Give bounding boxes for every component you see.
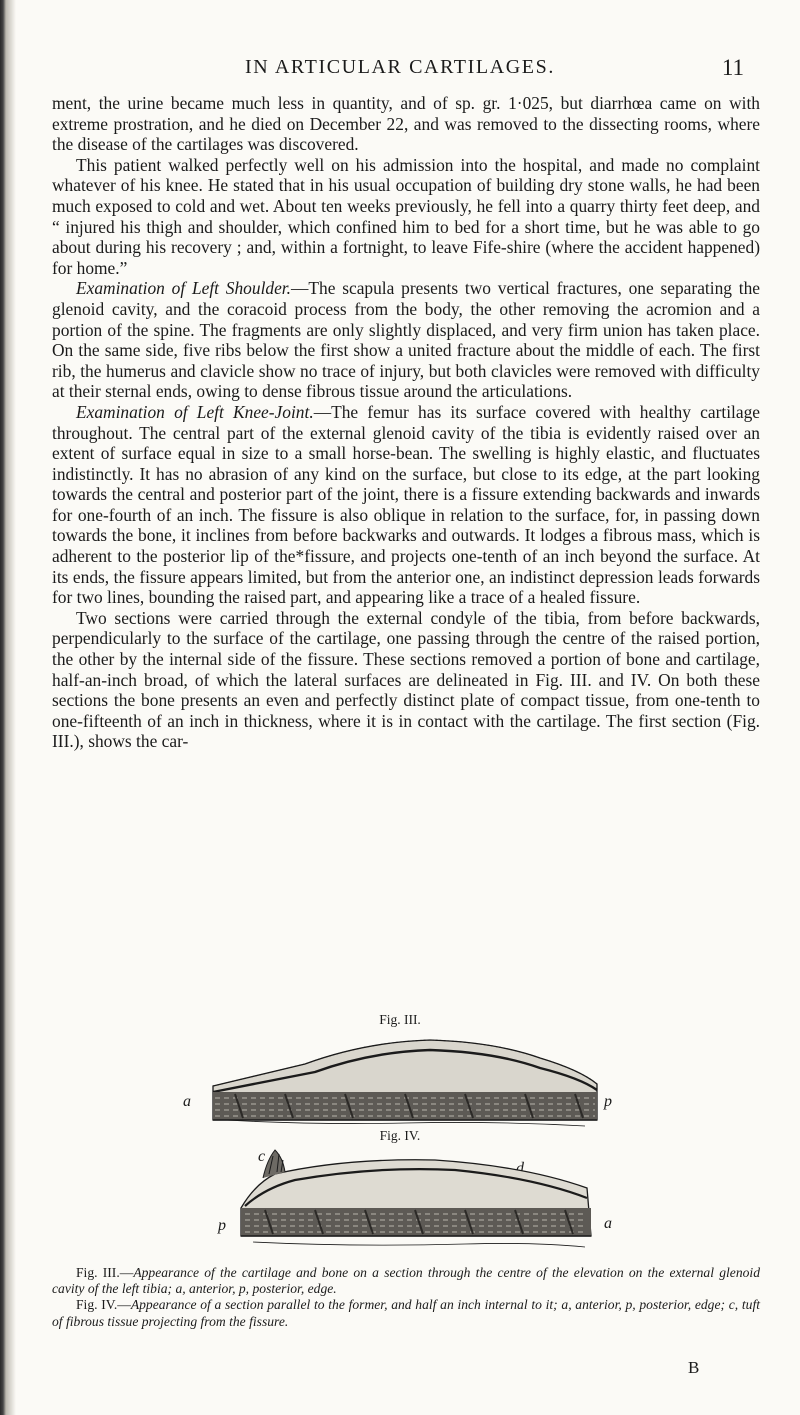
fig4-letter-p: p xyxy=(218,1217,226,1234)
fig3-letter-a: a xyxy=(183,1093,191,1110)
fig4-letter-c: c xyxy=(258,1148,266,1165)
paragraph-2: This patient walked perfectly well on his admission into the hospital, and made no complaint whatever of his knee. He stated that in his usual occupation of building dry stone walls, he had been much exposed to cold and wet. About ten weeks previously, he fell into a quarry thirty feet deep, and “ injured his thigh and shoulder, which confined him to bed for a short time, but he was able to go about during his recovery ; and, within a fortnight, to leave Fife-shire (where the accident happened) for home.” xyxy=(52,154,760,278)
fig4-caption-text: Appearance of a section parallel to the former, and half an inch internal to it; a, anterior, p, posterior, edge; c, tuft of fibrous tissue projecting from the fissure. xyxy=(52,1297,760,1329)
fig3-label: Fig. III. xyxy=(379,1012,421,1027)
paragraph-1: ment, the urine became much less in quantity, and of sp. gr. 1·025, but diarrhœa came on with extreme prostration, and he died on December 22, and was removed to the dissecting rooms, where the disease of the cartilages was discovered. xyxy=(52,93,760,155)
fig3-caption xyxy=(52,1265,760,1297)
figure-captions xyxy=(52,1265,760,1330)
binding-gutter xyxy=(0,0,16,1415)
fig4-label: Fig. IV. xyxy=(379,1128,421,1143)
fig3-letter-p: p xyxy=(604,1093,612,1110)
fig4-illustration xyxy=(235,1148,595,1248)
running-head xyxy=(0,56,800,86)
fig3-caption-prefix: Fig. III.— xyxy=(76,1265,134,1280)
knee-text: —The femur has its surface covered with healthy cartilage throughout. The central part of the external glenoid cavity of the tibia is evidently raised over an extent of surface equal in size to a small horse-bean. The swelling is highly elastic, and fluctuates indistinctly. It has no abrasion of any kind on the surface, but close to its edge, at the part looking towards the central and posterior part of the joint, there is a fissure extending backwards and inwards for one-fourth of an inch. The fissure is also oblique in relation to the surface, for, in passing down towards the bone, it inclines from before backwarks and outwards. It lodges a fibrous mass, which is adherent to the posterior lip of the*fissure, and projects one-tenth of an inch beyond the surface. At its ends, the fissure appears limited, but from the anterior one, an indistinct depression leads forwards for two lines, bounding the raised part, and appearing like a trace of a healed fissure. xyxy=(52,401,761,608)
paragraph-5: Two sections were carried through the external condyle of the tibia, from before backwards, perpendicularly to the surface of the cartilage, one passing through the centre of the raised portion, the other by the internal side of the fissure. These sections removed a portion of bone and cartilage, half-an-inch broad, of which the lateral surfaces are delineated in Fig. III. and IV. On both these sections the bone presents an even and perfectly distinct plate of compact tissue, from one-tenth to one-fifteenth of an inch in thickness, where it is in contact with the cartilage. The first section (Fig. III.), shows the car- xyxy=(52,607,760,752)
signature-mark: B xyxy=(688,1358,700,1377)
fig4-letter-d: d xyxy=(516,1160,524,1177)
running-title: IN ARTICULAR CARTILAGES. xyxy=(245,56,555,78)
fig4-caption xyxy=(52,1297,760,1329)
fig3-caption-text: Appearance of the cartilage and bone on a section through the centre of the elevation on the external glenoid cavity of the left tibia; a, anterior, p, posterior, edge. xyxy=(52,1265,760,1297)
shoulder-text: —The scapula presents two vertical fractures, one separating the glenoid cavity, and the coracoid process from the body, the other removing the acromion and a portion of the spine. The fragments are only slightly displaced, and very firm union has taken place. On the same side, five ribs below the first show a united fracture about the middle of each. The first rib, the humerus and clavicle show no trace of injury, but both clavicles were removed with difficulty at their sternal ends, owing to dense fibrous tissue around the articulations. xyxy=(52,278,760,402)
fig3-illustration xyxy=(195,1028,615,1138)
fig4-caption-prefix: Fig. IV.— xyxy=(76,1297,131,1313)
fig4-letter-a: a xyxy=(604,1215,612,1232)
body-text xyxy=(52,93,760,752)
paragraph-4 xyxy=(52,402,760,608)
shoulder-heading: Examination of Left Shoulder. xyxy=(76,278,291,299)
knee-heading: Examination of Left Knee-Joint. xyxy=(76,401,314,422)
paragraph-3 xyxy=(52,278,760,402)
page-number: 11 xyxy=(721,55,744,80)
